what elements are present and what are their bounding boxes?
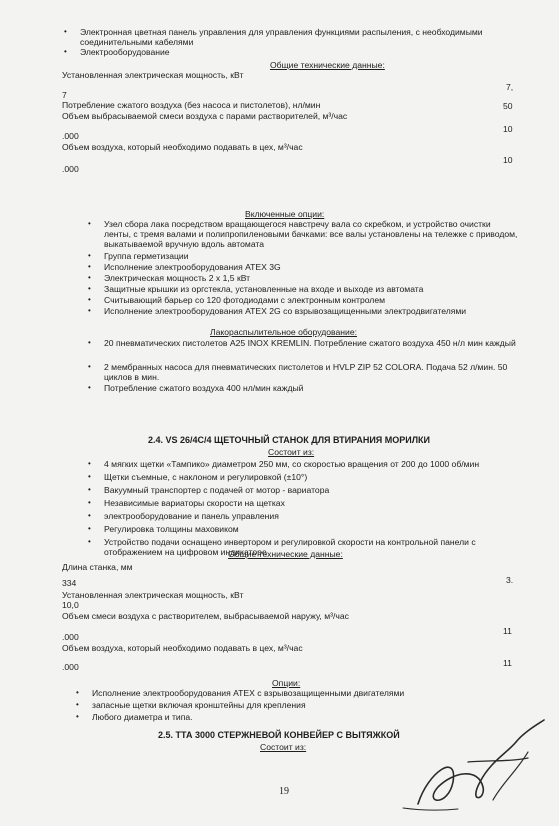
list-item: электрооборудование и панель управления [104, 511, 279, 521]
list-item: Исполнение электрооборудования АТЕХ 2G со взрывозащищенными электродвигателями [104, 306, 467, 316]
bullet: • [88, 262, 91, 271]
tech-value: .000 [62, 662, 79, 672]
bullet: • [88, 295, 91, 304]
list-item: Электрическая мощность 2 х 1,5 кВт [104, 273, 251, 283]
bullet: • [88, 472, 91, 481]
bullet: • [88, 511, 91, 520]
tech-value: .000 [62, 131, 79, 141]
bullet: • [88, 498, 91, 507]
list-item: Независимые вариаторы скорости на щетках [104, 498, 285, 508]
signature-image [398, 712, 548, 817]
bullet: • [88, 251, 91, 260]
tech-label: Объем воздуха, который необходимо подавать в цех, м³/час [62, 643, 303, 653]
section-title: 2.4. VS 26/4C/4 ЩЕТОЧНЫЙ СТАНОК ДЛЯ ВТИРАНИЯ МОРИЛКИ [148, 435, 431, 445]
bullet: • [88, 362, 91, 371]
section-title: 2.5. ТТА 3000 СТЕРЖНЕВОЙ КОНВЕЙЕР С ВЫТЯЖКОЙ [158, 730, 400, 740]
page-number: 19 [279, 786, 289, 797]
bullet: • [88, 485, 91, 494]
list-item: 4 мягких щетки «Тампико» диаметром 250 мм, со скоростью вращения от 200 до 1000 об/мин [104, 459, 480, 469]
bullet: • [88, 284, 91, 293]
section-heading: Включенные опции: [245, 209, 325, 219]
list-item: Устройство подачи оснащено инвертором и регулировкой скорости на контрольной панели с отображением на цифровом индикаторе [104, 537, 476, 557]
tech-value: 7, [506, 82, 514, 92]
tech-label: Объем воздуха, который необходимо подавать в цех, м³/час [62, 142, 303, 152]
list-item: Любого диаметра и типа. [92, 712, 193, 722]
bullet: • [88, 524, 91, 533]
list-item: Исполнение электрооборудования АТЕХ с взрывозащищенными двигателями [92, 688, 405, 698]
tech-value: 10 [503, 155, 513, 165]
list-item: Электрооборудование [80, 47, 170, 57]
tech-label: Установленная электрическая мощность, кВт [62, 590, 244, 600]
tech-value: 3. [506, 575, 514, 585]
list-item: Вакуумный транспортер с подачей от мотор - вариатора [104, 485, 330, 495]
section-heading: Лакораспылительное оборудование: [210, 327, 358, 337]
bullet: • [88, 273, 91, 282]
list-item: Считывающий барьер со 120 фотодиодами с электронным контролем [104, 295, 386, 305]
bullet: • [64, 27, 67, 36]
bullet: • [76, 688, 79, 697]
bullet: • [88, 306, 91, 315]
section-subheading: Состоит из: [268, 447, 315, 457]
tech-value: 50 [503, 101, 513, 111]
list-item: 20 пневматических пистолетов A25 INOX KREMLIN. Потребление сжатого воздуха 450 н/л мин каждый [104, 338, 516, 348]
tech-value: .000 [62, 164, 79, 174]
list-item: Регулировка толщины маховиком [104, 524, 239, 534]
bullet: • [88, 459, 91, 468]
list-item: Исполнение электрооборудования АТЕХ 3G [104, 262, 281, 272]
section-heading: Общие технические данные: [270, 60, 385, 70]
section-heading: Общие технические данные: [228, 549, 343, 559]
tech-label: Объем выбрасываемой смеси воздуха с парами растворителей, м³/час [62, 111, 348, 121]
bullet: • [88, 338, 91, 347]
list-item: Щетки съемные, с наклоном и регулировкой (±10°) [104, 472, 308, 482]
tech-value: 10,0 [62, 600, 79, 610]
tech-value: 11 [503, 626, 512, 636]
tech-label: Объем смеси воздуха с растворителем, выбрасываемой наружу, м³/час [62, 611, 349, 621]
tech-value: 7 [62, 90, 67, 100]
tech-label: Потребление сжатого воздуха (без насоса и пистолетов), нл/мин [62, 100, 321, 110]
tech-label: Длина станка, мм [62, 562, 133, 572]
list-item: 2 мембранных насоса для пневматических пистолетов и HVLP ZIP 52 COLORA. Подача 52 л/мин. 50 циклов в мин. [104, 362, 508, 382]
bullet: • [88, 383, 91, 392]
list-item: Потребление сжатого воздуха 400 нл/мин каждый [104, 383, 304, 393]
list-item: запасные щетки включая кронштейны для крепления [92, 700, 306, 710]
bullet: • [64, 47, 67, 56]
list-item: Электронная цветная панель управления для управления функциями распыления, с необходимыми соединительными кабелями [80, 27, 483, 47]
bullet: • [88, 537, 91, 546]
list-item: Узел сбора лака посредством вращающегося навстречу вала со скребком, и устройство очистки ленты, с тремя валами и полипропиленовыми бачками: все валы установлены на тележке с приводом, выкатываемой вручную вдоль автомата [104, 219, 518, 249]
tech-label: Установленная электрическая мощность, кВт [62, 70, 244, 80]
section-heading: Опции: [272, 678, 301, 688]
list-item: Защитные крышки из оргстекла, установленные на входе и выходе из автомата [104, 284, 424, 294]
bullet: • [76, 700, 79, 709]
bullet: • [76, 712, 79, 721]
tech-value: .000 [62, 632, 79, 642]
list-item: Группа герметизации [104, 251, 189, 261]
section-subheading: Состоит из: [260, 742, 307, 752]
tech-value: 11 [503, 658, 512, 668]
tech-value: 10 [503, 124, 513, 134]
tech-value: 334 [62, 578, 77, 588]
bullet: • [88, 219, 91, 228]
